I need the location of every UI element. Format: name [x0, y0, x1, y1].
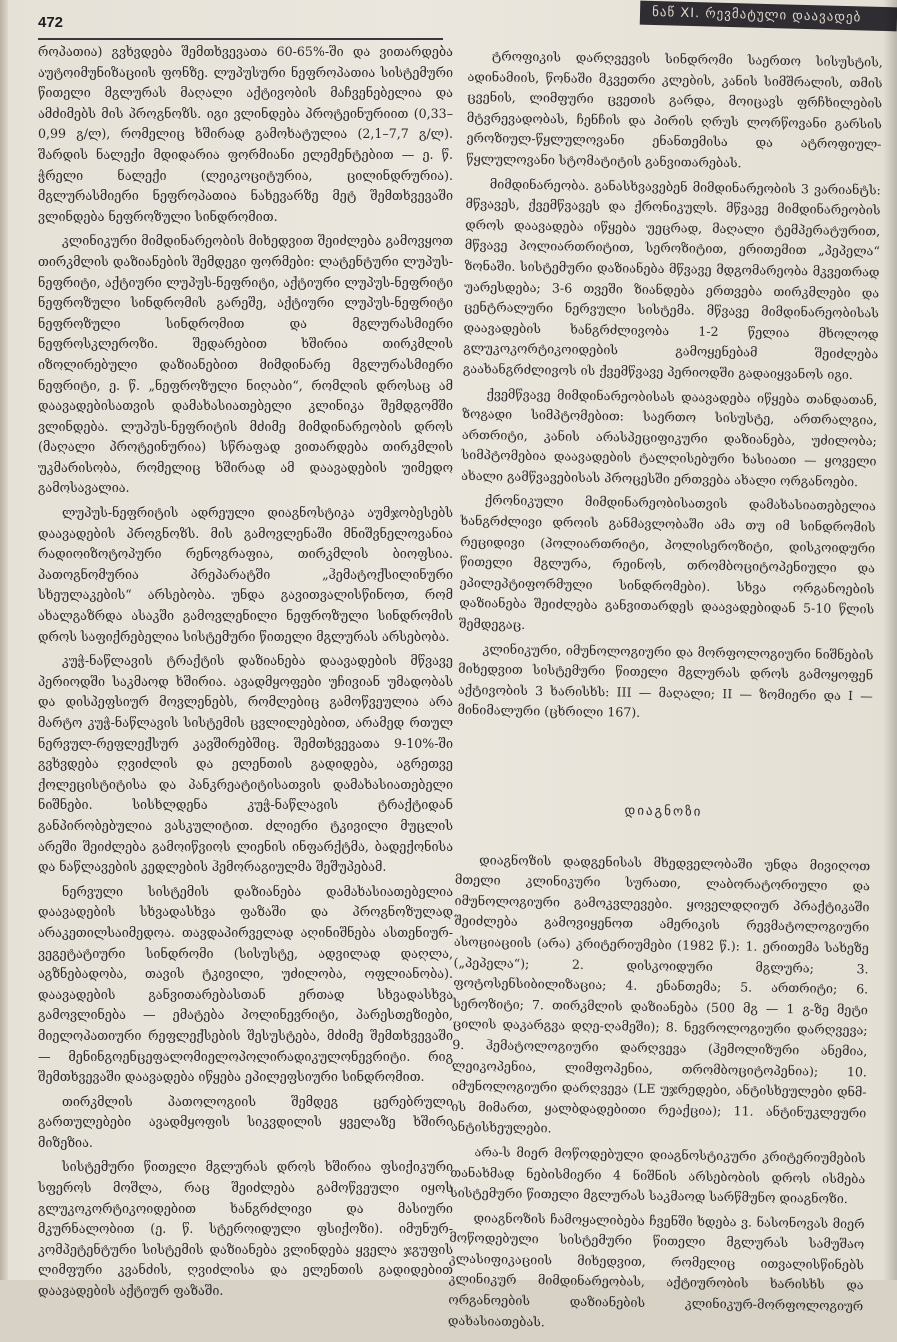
- left-paragraph-5: ნერვული სისტემის დაზიანება დამახასიათებელია დაავადების სხვადასხვა ფაზაში და პროგნოზულად არაკეთილსაიმედოა. თავდაპირველად აღინიშნება ასთენიურ-ვეგეტატიური სინდრომი (სისუსტე, ადვილად დაღლა, აგზნებადობა, თავის ტკივილი, უძილობა, ოფლიანობა). დაავადების განვითარებასთან ერთად სხვადასხვა გამოვლინება — ემატება პოლინევრიტი, პარესთეზიები, მიელოპათიური რეფლექსების შესუსტება, მძიმე შემთხვევაში — მენინგოენცეფალომიელოპოლირადიკულონევრიტი. რიგ შემთხვევაში დაავადება იწყება ეპილეფსიური სინდრომით.: [38, 883, 453, 1085]
- running-head: ნაწ XI. რევმატული დაავადებ: [640, 1, 897, 32]
- page-number: 472: [38, 14, 64, 31]
- left-paragraph-1: როპათია) გვხვდება შემთხვევათა 60-65%-ში და ვითარდება აუტოიმუნიზაციის ფონზე. ლუპუსური ნეფროპათია სისტემური წითელი მგლურას მაღალი აქტივობის მაჩვენებელია და ამძიმებს მის პროგნოზს. იგი ვლინდება პროტეინურიით (0,33–0,99 გ/ლ), რომელიც ხშირად გამოხატულია (2,1–7,7 გ/ლ). შარდის ნალექი მდიდარია ფორმიანი ელემენტებით — ე. წ. ჭრელი ნალექი (ლეიკოციტურია, ცილინდრურია). მგლურასმიერი ნეფროპათია ნახევარზე მეტ შემთხვევაში ვლინდება ნეფროზული სინდრომით.: [38, 44, 453, 224]
- left-paragraph-3: ლუპუს-ნეფრიტის ადრეული დიაგნოსტიკა აუმჯობესებს დაავადების პროგნოზს. მის გამოვლენაში მნიშვნელოვანია რადიოიზოტოპური რენოგრაფია, თირკმლის ბიოფსია. პათოგნომურია პრეპარატში „ჰემატოქსილინური სხეულაკების“ არსებობა. უნდა გავითვალისწინოთ, რომ ახალგაზრდა ასაკში გამოვლენილი ნეფროზული სინდრომის დროს საფიქრებელია სისტემური წითელი მგლურას არსებობა.: [38, 505, 453, 644]
- left-paragraph-2: კლინიკური მიმდინარეობის მიხედვით შეიძლება გამოვყოთ თირკმლის დაზიანების შემდეგი ფორმები: ლატენტური ლუპუს-ნეფრიტი, აქტიური ლუპუს-ნეფრიტი, აქტიური ლუპუს-ნეფრიტი ნეფროზული სინდრომის გარეშე, აქტიური ლუპუს-ნეფრიტი ნეფროზული სინდრომით და მგლურასმიერი ნეფროსკლეროზი. შედარებით ხშირია თირკმლის იზოლირებული დაზიანებით მიმდინარე მგლურასმიერი ნეფრიტი, ე. წ. „ნეფროზული ნიღაბი“, რომლის დროსაც ამ დაავადებისათვის დამახასიათებელი კლინიკა შემდგომში ვლინდება. ლუპუს-ნეფრიტის მძიმე მიმდინარეობის დროს (მაღალი პროტეინურია) სწრაფად ვითარდება თირკმლის უკმარისობა, რომელიც ხშირად ამ დაავადების უიმედო გამოსავალია.: [38, 233, 453, 496]
- right-paragraph-5: კლინიკური, იმუნოლოგიური და მორფოლოგიური ნიშნების მიხედვით სისტემური წითელი მგლურას დროს გამოყოფენ აქტივობის 3 ხარისხს: III — მაღალი; II — ზომიერი და I — მინიმალური (ცხრილი 167).: [457, 640, 874, 721]
- left-paragraph-7: სისტემური წითელი მგლურას დროს ხშირია ფსიქიკური სფეროს მოშლა, რაც შეიძლება გამოწვეული იყოს გლუკოკორტიკოიდებით ხანგრძლივი და მასიური მკურნალობით (ე. წ. სტეროიდული ფსიქოზი). იმუნურ-კომპეტენტური სისტემის დაზიანება ვლინდება ყველა ჯგუფის ლიმფური კვანძის, ღვიძლისა და ელენთის გადიდებით დაავადების აქტიურ ფაზაში.: [38, 1159, 453, 1299]
- right-paragraph-7: არა-ს მიერ მოწოდებული დიაგნოსტიკური კრიტერიუმების თანახმად ნებისმიერი 4 ნიშნის არსებობის დროს ისმება სისტემური წითელი მგლურას საკმაოდ სარწმუნო დიაგნოზი.: [449, 1144, 866, 1207]
- right-paragraph-4: ქრონიკული მიმდინარეობისათვის დამახასიათებელია ხანგრძლივი დროის განმავლობაში ამა თუ იმ სინდრომის რეციდივი (პოლიართრიტი, პოლისეროზიტი, დისკოიდური წითელი მგლურა, რეინოს, თრომბოციტოპენიული და ეპილეპტიფორმული სინდრომები). სხვა ორგანოების დაზიანება შეიძლება განვითარდეს დაავადებიდან 5-10 წლის შემდეგაც.: [458, 492, 876, 632]
- right-paragraph-8: დიაგნოზის ჩამოყალიბება ჩვენში ხდება ვ. ნასონოვას მიერ მოწოდებული სისტემური წითელი მგლურას სამუშაო კლასიფიკაციის მიხედვით, რომელიც ითვალისწინებს კლინიკურ მიმდინარეობას, აქტიურობის ხარისხს და ორგანოების დაზიანების კლინიკურ-მორფოლოგიურ დახასიათებას.: [447, 1209, 865, 1330]
- page-edge-shadow: [883, 0, 897, 1280]
- section-title-diagnosis: დიაგნოზი: [624, 803, 703, 820]
- right-paragraph-6: დიაგნოზის დადგენისას მხედველობაში უნდა მივიღოთ მთელი კლინიკური სურათი, ლაბორატორიული და იმუნოლოგიური გამოკვლევები. ყოველდღიურ პრაქტიკაში შეიძლება გამოვიყენოთ ამერიკის რევმატოლოგიური ასოციაციის (არა) კრიტერიუმები (1982 წ.): 1. ერითემა სახეზე („პეპელა“); 2. დისკოიდური მგლურა; 3. ფოტოსენსიბილიზაცია; 4. ენანთემა; 5. ართრიტი; 6. სეროზიტი; 7. თირკმლის დაზიანება (500 მგ — 1 გ-ზე მეტი ცილის დაკარგვა დღე-ღამეში); 8. ნევროლოგიური დარღვევა; 9. ჰემატოლოგიური დარღვევა (ჰემოლიზური ანემია, ლეიკოპენია, ლიმფოპენია, თრომბოციტოპენია); 10. იმუნოლოგიური დარღვევა (LE უჯრედები, ანტისხეულები დნმ-ის მიმართ, ყალბდადებითი რეაქცია); 11. ანტინუკლეური ანტისხეულები.: [450, 851, 871, 1136]
- left-column: [38, 42, 453, 1306]
- header-rule: [38, 38, 443, 40]
- left-paragraph-6: თირკმლის პათოლოგიის შემდეგ ცერებრული გართულებები ავადმყოფის სიკვდილის ყველაზე ხშირი მიზეზია.: [38, 1093, 453, 1150]
- left-paragraph-4: კუჭ-ნაწლავის ტრაქტის დაზიანება დაავადების მწვავე პერიოდში საკმაოდ ხშირია. ავადმყოფები უჩივიან უმადობას და დისპეფსიურ მოვლენებს, რომლებიც გამოწვეულია არა მარტო კუჭ-ნაწლავის სისტემის ცვლილებებით, არამედ რთულ ნერვულ-რეფლექსურ კავშირებშიც. შემთხვევათა 9-10%-ში გვხვდება ღვიძლის და ელენთის გადიდება, აგრეთვე ქოლეცისტიტისა და პანკრეატიტისათვის დამახასიათებელი ნიშნები. სისხლდენა კუჭ-ნაწლავის ტრაქტიდან განპირობებულია ვასკულიტით. ძლიერი ტკივილი მუცლის არეში შეიძლება გამოიწვიოს ლიენის ინფარქტმა, ბადექონისა და ნაწლავების კედლების ჰემორაგიულმა შეშუპებამ.: [38, 653, 453, 875]
- right-paragraph-1: ტროფიკის დარღვევის სინდრომი საერთო სისუსტის, ადინამიის, წონაში მკვეთრი კლების, კანის სიმშრალის, თმის ცვენის, ლიმფური ცვეთის გარდა, მოიცავს ფრჩხილების მტვრევადობას, ჩენჩის და პირის ღრუს ლორწოვანი გარსის ეროზიულ-წყლულოვანი ენანთემისა და ატროფიულ-წყლულოვანი სტომატიტის განვითარებას.: [466, 48, 883, 171]
- right-column: [448, 46, 883, 1342]
- right-paragraph-3: ქვემწვავე მიმდინარეობისას დაავადება იწყება თანდათან, ზოგადი სიმპტომებით: საერთო სისუსტე, ართრალგია, ართრიტი, კანის არასპეციფიკური დაზიანება, უძილობა; სიმპტომებია დაავადების ტალღისებური ხასიათი — ყოველი ახალი გამწვავებისას პროცესში ერთვება ახალი ორგანოები.: [461, 385, 878, 490]
- right-paragraph-2: მიმდინარეობა. განასხვავებენ მიმდინარეობის 3 ვარიანტს: მწვავეს, ქვემწვავეს და ქრონიკულს. მწვავე მიმდინარეობის დროს დაავადება იწყება უეცრად, მაღალი ტემპერატურით, მწვავე პოლიართრიტით, სეროზიტით, ერითემით „პეპელა“ ზონაში. სისტემური დაზიანება მწვავე მდგომარეობა მკვეთრად უარესდება; 3-6 თვეში ზიანდება ერთვება თირკმლები და ცენტრალური ნერვული სისტემა. მწვავე მიმდინარეობისას დაავადების ხანგრძლივობა 1-2 წელია მხოლოდ გლუკოკორტიკოიდების გამოყენებამ შეიძლება გაახანგრძლივოს ის ქვემწვავე პერიოდში გადაიყვანოს იგი.: [462, 175, 881, 382]
- page-spine-shadow: [0, 0, 8, 1280]
